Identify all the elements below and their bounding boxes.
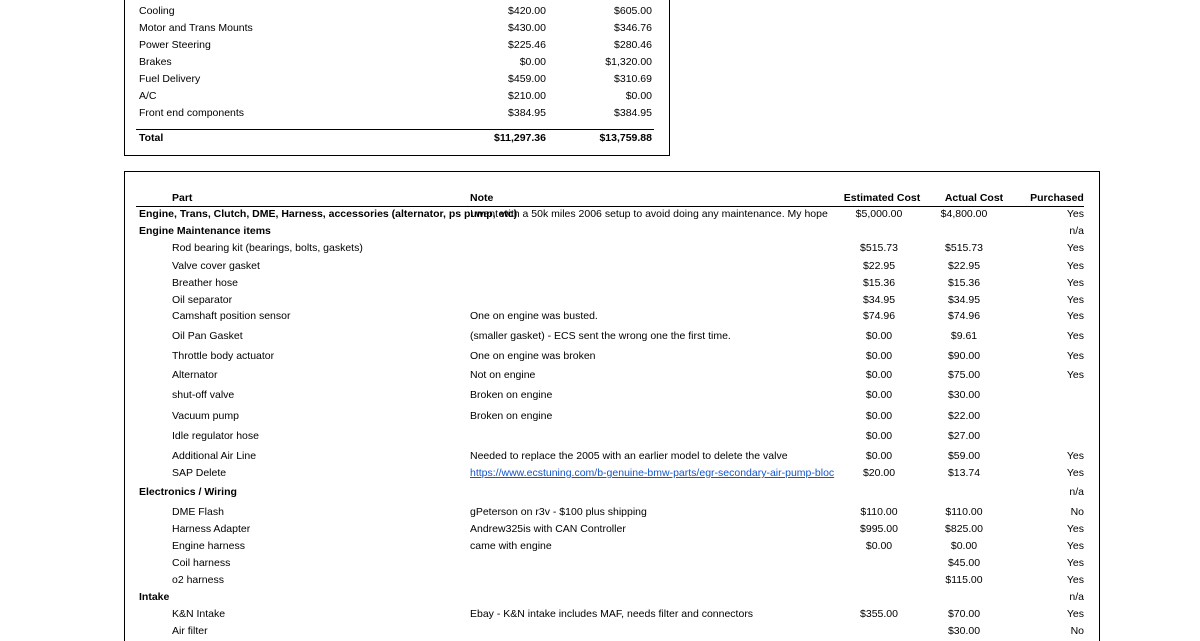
part-name: Coil harness: [172, 557, 231, 569]
estimated-cost: $0.00: [865, 350, 893, 362]
estimated-cost: $15.36: [862, 277, 896, 289]
part-name: Additional Air Line: [172, 450, 257, 462]
summary-total-actual: $13,759.88: [599, 132, 652, 144]
estimated-cost: $0.00: [865, 430, 893, 442]
actual-cost: $75.00: [947, 369, 981, 381]
header-divider: [136, 206, 1084, 207]
part-name: DME Flash: [172, 506, 224, 518]
purchased-status: Yes: [1066, 242, 1084, 254]
actual-cost: $30.00: [947, 389, 981, 401]
purchased-status: Yes: [1066, 540, 1084, 552]
estimated-cost: $515.73: [860, 242, 898, 254]
summary-category: Power Steering: [139, 39, 211, 51]
actual-cost: $22.95: [947, 260, 981, 272]
purchased-status: n/a: [1069, 591, 1084, 603]
header-part: Part: [172, 192, 193, 204]
summary-estimated: $210.00: [508, 90, 546, 102]
estimated-cost: $0.00: [865, 410, 893, 422]
purchased-status: Yes: [1066, 277, 1084, 289]
purchased-status: Yes: [1066, 260, 1084, 272]
part-name: Oil Pan Gasket: [172, 330, 243, 342]
purchased-status: Yes: [1066, 523, 1084, 535]
summary-total-label: Total: [139, 132, 164, 144]
note-text: came with engine: [470, 540, 552, 552]
estimated-cost: $0.00: [865, 450, 893, 462]
part-name: Oil separator: [172, 294, 233, 306]
summary-category: Front end components: [139, 107, 245, 119]
note-text: Andrew325is with CAN Controller: [470, 523, 626, 535]
purchased-status: Yes: [1066, 574, 1084, 586]
actual-cost: $110.00: [945, 506, 983, 518]
actual-cost: $59.00: [947, 450, 981, 462]
header-note: Note: [470, 192, 494, 204]
estimated-cost: $74.96: [862, 310, 896, 322]
estimated-cost: $0.00: [865, 540, 893, 552]
summary-estimated: $459.00: [508, 73, 546, 85]
summary-actual: $1,320.00: [605, 56, 652, 68]
purchased-status: Yes: [1066, 608, 1084, 620]
purchased-status: Yes: [1066, 450, 1084, 462]
group-heading: Engine, Trans, Clutch, DME, Harness, accessories (alternator, ps pump, etc): [139, 208, 518, 220]
actual-cost: $90.00: [947, 350, 981, 362]
part-name: Breather hose: [172, 277, 238, 289]
purchased-status: Yes: [1066, 208, 1084, 220]
summary-estimated: $430.00: [508, 22, 546, 34]
estimated-cost: $995.00: [860, 523, 898, 535]
estimated-cost: $5,000.00: [855, 208, 903, 220]
note-text: One on engine was busted.: [470, 310, 598, 322]
estimated-cost: $0.00: [865, 369, 893, 381]
purchased-status: Yes: [1066, 330, 1084, 342]
summary-estimated: $420.00: [508, 5, 546, 17]
group-heading: Engine Maintenance items: [139, 225, 271, 237]
purchased-status: n/a: [1069, 486, 1084, 498]
summary-actual: $384.95: [614, 107, 652, 119]
part-name: o2 harness: [172, 574, 224, 586]
actual-cost: $15.36: [947, 277, 981, 289]
actual-cost: $515.73: [945, 242, 983, 254]
part-name: Air filter: [172, 625, 208, 637]
actual-cost: $70.00: [947, 608, 981, 620]
estimated-cost: $0.00: [865, 330, 893, 342]
part-name: K&N Intake: [172, 608, 226, 620]
summary-estimated: $384.95: [508, 107, 546, 119]
purchased-status: Yes: [1066, 294, 1084, 306]
summary-estimated: $0.00: [519, 56, 546, 68]
group-heading: Intake: [139, 591, 170, 603]
summary-total-estimated: $11,297.36: [494, 132, 546, 144]
actual-cost: $34.95: [947, 294, 981, 306]
actual-cost: $13.74: [947, 467, 981, 479]
actual-cost: $74.96: [947, 310, 981, 322]
estimated-cost: $20.00: [862, 467, 896, 479]
header-actual: Actual Cost: [944, 192, 1004, 204]
part-name: Camshaft position sensor: [172, 310, 291, 322]
note-text: I went with a 50k miles 2006 setup to avoid doing any maintenance. My hope: [470, 208, 828, 220]
summary-actual: $310.69: [614, 73, 652, 85]
summary-category: A/C: [139, 90, 157, 102]
estimated-cost: $34.95: [862, 294, 896, 306]
purchased-status: Yes: [1066, 310, 1084, 322]
summary-category: Cooling: [139, 5, 175, 17]
purchased-status: Yes: [1066, 467, 1084, 479]
summary-category: Motor and Trans Mounts: [139, 22, 253, 34]
part-name: Idle regulator hose: [172, 430, 259, 442]
note-text: gPeterson on r3v - $100 plus shipping: [470, 506, 647, 518]
summary-actual: $605.00: [614, 5, 652, 17]
part-name: Rod bearing kit (bearings, bolts, gaskets): [172, 242, 363, 254]
summary-actual: $346.76: [614, 22, 652, 34]
estimated-cost: $110.00: [860, 506, 898, 518]
note-text: (smaller gasket) - ECS sent the wrong one the first time.: [470, 330, 731, 342]
summary-category: Brakes: [139, 56, 172, 68]
part-name: shut-off valve: [172, 389, 235, 401]
header-purchased: Purchased: [1030, 192, 1084, 204]
purchased-status: No: [1070, 506, 1084, 518]
actual-cost: $30.00: [947, 625, 981, 637]
actual-cost: $22.00: [947, 410, 981, 422]
note-text: One on engine was broken: [470, 350, 596, 362]
actual-cost: $45.00: [947, 557, 981, 569]
note-text: Broken on engine: [470, 389, 553, 401]
part-name: Vacuum pump: [172, 410, 239, 422]
part-name: Alternator: [172, 369, 218, 381]
part-name: Engine harness: [172, 540, 245, 552]
note-text: Ebay - K&N intake includes MAF, needs filter and connectors: [470, 608, 754, 620]
note-link[interactable]: https://www.ecstuning.com/b-genuine-bmw-parts/egr-secondary-air-pump-bloc: [470, 467, 835, 479]
estimated-cost: $0.00: [865, 389, 893, 401]
purchased-status: Yes: [1066, 369, 1084, 381]
actual-cost: $27.00: [947, 430, 981, 442]
estimated-cost: $355.00: [860, 608, 898, 620]
actual-cost: $825.00: [945, 523, 983, 535]
estimated-cost: $22.95: [862, 260, 896, 272]
summary-category: Fuel Delivery: [139, 73, 201, 85]
note-text: Needed to replace the 2005 with an earlier model to delete the valve: [470, 450, 788, 462]
summary-actual: $0.00: [625, 90, 652, 102]
actual-cost: $9.61: [950, 330, 978, 342]
purchased-status: Yes: [1066, 350, 1084, 362]
actual-cost: $115.00: [945, 574, 983, 586]
part-name: Valve cover gasket: [172, 260, 260, 272]
summary-actual: $280.46: [614, 39, 652, 51]
purchased-status: No: [1070, 625, 1084, 637]
actual-cost: $4,800.00: [940, 208, 988, 220]
header-estimated: Estimated Cost: [843, 192, 921, 204]
purchased-status: n/a: [1069, 225, 1084, 237]
summary-total-divider: [136, 129, 654, 130]
summary-estimated: $225.46: [508, 39, 546, 51]
part-name: Throttle body actuator: [172, 350, 275, 362]
note-text: Broken on engine: [470, 410, 553, 422]
group-heading: Electronics / Wiring: [139, 486, 237, 498]
note-text: Not on engine: [470, 369, 536, 381]
part-name: Harness Adapter: [172, 523, 251, 535]
purchased-status: Yes: [1066, 557, 1084, 569]
part-name: SAP Delete: [172, 467, 227, 479]
actual-cost: $0.00: [950, 540, 978, 552]
